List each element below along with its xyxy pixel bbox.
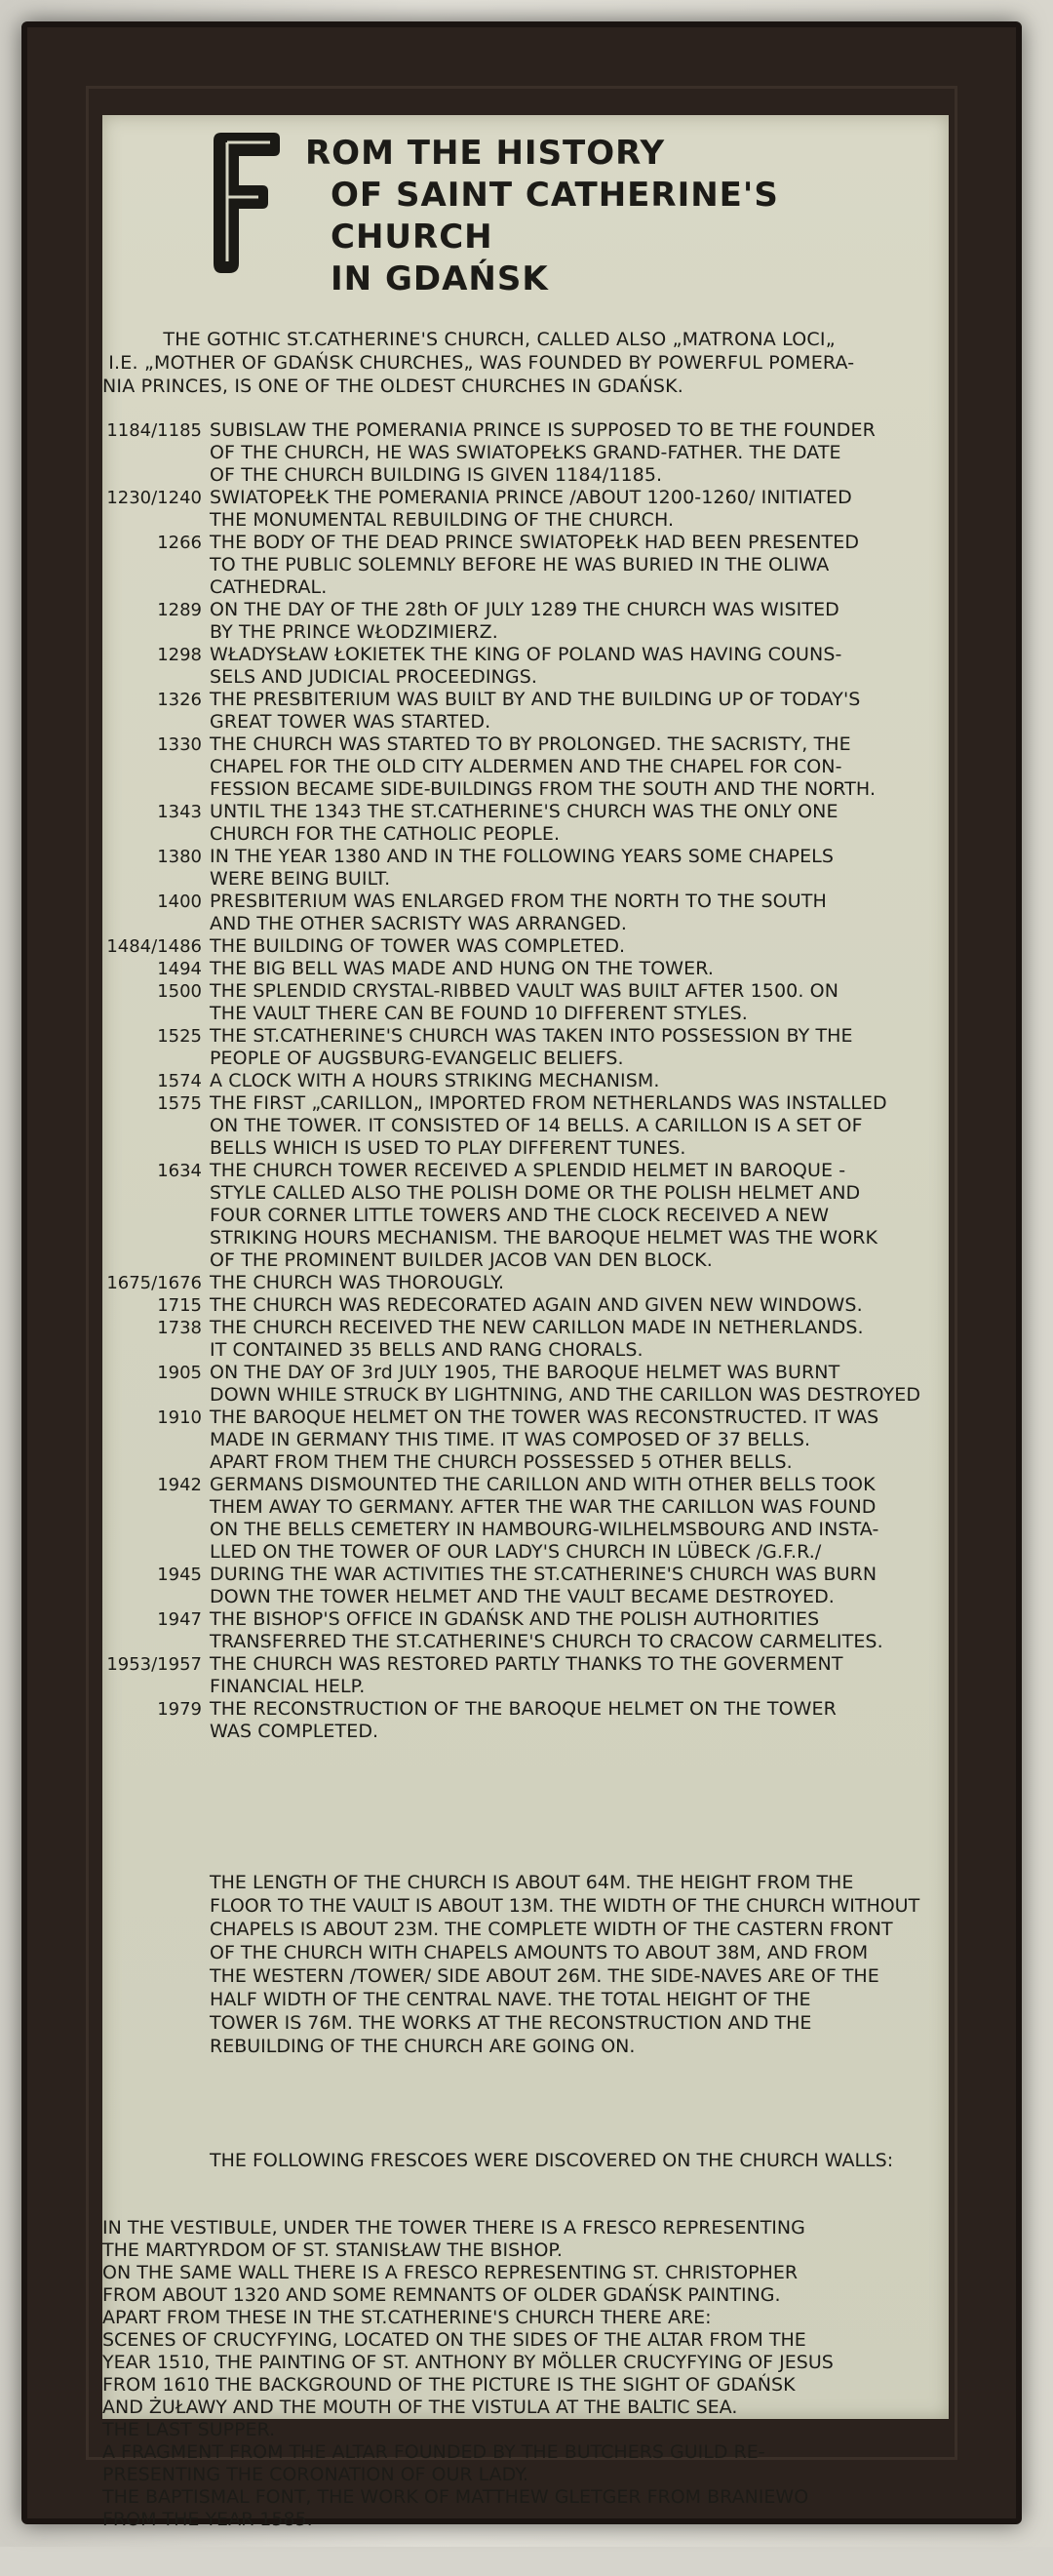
title-line-1: ROM THE HISTORY <box>305 134 666 173</box>
timeline-entry <box>102 532 949 599</box>
timeline-entry <box>102 1564 949 1608</box>
timeline-entry <box>102 1474 949 1564</box>
frescoes-intro: THE FOLLOWING FRESCOES WERE DISCOVERED ON THE CHURCH WALLS: <box>210 2150 894 2171</box>
entry-year: 1400 <box>157 892 202 912</box>
entry-year: 1905 <box>157 1363 202 1383</box>
entry-text: THE CHURCH WAS STARTED TO BY PROLONGED. THE SACRISTY, THE CHAPEL FOR THE OLD CITY ALDERMEN AND THE CHAPEL FOR CON- FESSION BECAME SIDE-BUILDINGS FROM THE SOUTH AND THE NORTH. <box>210 733 877 800</box>
intro-paragraph: THE GOTHIC ST.CATHERINE'S CHURCH, CALLED ALSO „MATRONA LOCI„ I.E. „MOTHER OF GDAŃSK CHURCHES„ WAS FOUNDED BY POWERFUL POMERA- NIA PRINCES, IS ONE OF THE OLDEST CHURCHES IN GDAŃSK. <box>102 329 855 397</box>
entry-year: 1953/1957 <box>106 1654 202 1675</box>
timeline-entry <box>102 1362 949 1407</box>
timeline-entry <box>102 980 949 1025</box>
dimensions-paragraph: THE LENGTH OF THE CHURCH IS ABOUT 64M. THE HEIGHT FROM THE FLOOR TO THE VAULT IS ABOUT 13M. THE WIDTH OF THE CHURCH WITHOUT CHAPELS IS ABOUT 23M. THE COMPLETE WIDTH OF THE CASTERN FRONT OF THE CHURCH WITH CHAPELS AMOUNTS TO ABOUT 38M, AND FROM THE WESTERN /TOWER/ SIDE ABOUT 26M. THE SIDE-NAVES ARE OF THE HALF WIDTH OF THE CENTRAL NAVE. THE TOTAL HEIGHT OF THE TOWER IS 76M. THE WORKS AT THE RECONSTRUCTION AND THE REBUILDING OF THE CHURCH ARE GOING ON. <box>210 1872 920 2057</box>
entry-year: 1575 <box>157 1093 202 1114</box>
timeline-entry <box>102 1608 949 1653</box>
entry-text: ON THE DAY OF THE 28th OF JULY 1289 THE CHURCH WAS WISITED BY THE PRINCE WŁODZIMIERZ. <box>210 599 839 643</box>
timeline-entry <box>102 958 949 980</box>
entry-text: WŁADYSŁAW ŁOKIETEK THE KING OF POLAND WAS HAVING COUNS- SELS AND JUDICIAL PROCEEDINGS. <box>210 644 842 688</box>
entry-year: 1230/1240 <box>106 488 202 508</box>
timeline-entry <box>102 1294 949 1317</box>
entry-text: GERMANS DISMOUNTED THE CARILLON AND WITH OTHER BELLS TOOK THEM AWAY TO GERMANY. AFTER THE WAR THE CARILLON WAS FOUND ON THE BELLS CEMETERY IN HAMBOURG-WILHELMSBOURG AND INSTA- LLED ON THE TOWER OF OUR LADY'S CHURCH IN LÜBECK /G.F.R./ <box>210 1474 879 1563</box>
entry-year: 1343 <box>157 802 202 822</box>
entry-text: A CLOCK WITH A HOURS STRIKING MECHANISM. <box>210 1070 660 1091</box>
entry-text: THE FIRST „CARILLON„ IMPORTED FROM NETHERLANDS WAS INSTALLED ON THE TOWER. IT CONSISTED OF 14 BELLS. A CARILLON IS A SET OF BELLS WHICH IS USED TO PLAY DIFFERENT TUNES. <box>210 1092 887 1159</box>
entry-text: THE CHURCH TOWER RECEIVED A SPLENDID HELMET IN BAROQUE - STYLE CALLED ALSO THE POLISH DOME OR THE POLISH HELMET AND FOUR CORNER LITTLE TOWERS AND THE CLOCK RECEIVED A NEW STRIKING HOURS MECHANISM. THE BAROQUE HELMET WAS THE WORK OF THE PROMINENT BUILDER JACOB VAN DEN BLOCK. <box>210 1160 878 1271</box>
entry-year: 1574 <box>157 1071 202 1091</box>
timeline-entry <box>102 1698 949 1743</box>
entry-year: 1634 <box>157 1161 202 1181</box>
entry-year: 1910 <box>157 1407 202 1428</box>
timeline-entry <box>102 1070 949 1092</box>
entry-year: 1494 <box>157 959 202 979</box>
entry-text: PRESBITERIUM WAS ENLARGED FROM THE NORTH TO THE SOUTH AND THE OTHER SACRISTY WAS ARRANGED. <box>210 891 827 934</box>
timeline-entry <box>102 891 949 935</box>
entry-year: 1326 <box>157 690 202 710</box>
timeline-entry <box>102 419 949 487</box>
hanging-wire <box>419 0 636 23</box>
timeline-entry <box>102 846 949 891</box>
timeline-entry <box>102 1160 949 1272</box>
entry-year: 1942 <box>157 1475 202 1495</box>
timeline-entry <box>102 1025 949 1070</box>
timeline-entry <box>102 935 949 958</box>
title-line-3: IN GDAŃSK <box>331 259 549 298</box>
entry-year: 1266 <box>157 533 202 553</box>
entry-year: 1715 <box>157 1295 202 1316</box>
frescoes-list: IN THE VESTIBULE, UNDER THE TOWER THERE IS A FRESCO REPRESENTING THE MARTYRDOM OF ST. STANISŁAW THE BISHOP. ON THE SAME WALL THERE IS A FRESCO REPRESENTING ST. CHRISTOPHER FROM ABOUT 1320 AND SOME REMNANTS OF OLDER GDAŃSK PAINTING. APART FROM THESE IN THE ST.CATHERINE'S CHURCH THERE ARE: SCENES OF CRUCYFYING, LOCATED ON THE SIDES OF THE ALTAR FROM THE YEAR 1510, THE PAINTING OF ST. ANTHONY BY MÖLLER CRUCYFYING OF JESUS FROM 1610 THE BACKGROUND OF THE PICTURE IS THE SIGHT OF GDAŃSK AND ŻUŁAWY AND THE MOUTH OF THE VISTULA AT THE BALTIC SEA. THE LAST SUPPER. A FRAGMENT FROM THE ALTAR FOUNDED BY THE BUTCHERS GUILD RE- PRESENTING THE CORONATION OF OUR LADY. THE BAPTISMAL FONT, THE WORK OF MATTHEW GLETGER FROM BRANIEWO FROM THE YEAR 1585. <box>102 2217 834 2530</box>
timeline-entry <box>102 644 949 689</box>
history-plaque <box>102 115 949 2530</box>
timeline-entry <box>102 1407 949 1474</box>
entry-text: THE BODY OF THE DEAD PRINCE SWIATOPEŁK HAD BEEN PRESENTED TO THE PUBLIC SOLEMNLY BEFORE HE WAS BURIED IN THE OLIWA CATHEDRAL. <box>210 532 860 598</box>
entry-text: THE ST.CATHERINE'S CHURCH WAS TAKEN INTO POSSESSION BY THE PEOPLE OF AUGSBURG-EVANGELIC BELIEFS. <box>210 1025 853 1069</box>
plaque-title <box>198 133 939 300</box>
timeline-entry <box>102 801 949 846</box>
entry-year: 1298 <box>157 645 202 665</box>
frescoes-section <box>102 2105 949 2576</box>
entry-text: THE CHURCH WAS THOROUGLY. <box>210 1272 505 1293</box>
entry-text: ON THE DAY OF 3rd JULY 1905, THE BAROQUE HELMET WAS BURNT DOWN WHILE STRUCK BY LIGHTNING, AND THE CARILLON WAS DESTROYED <box>210 1362 921 1406</box>
timeline-entry <box>102 1092 949 1160</box>
entry-year: 1979 <box>157 1699 202 1720</box>
entry-text: THE BIG BELL WAS MADE AND HUNG ON THE TOWER. <box>210 958 715 979</box>
timeline-entry <box>102 1317 949 1362</box>
entry-year: 1738 <box>157 1318 202 1338</box>
entry-year: 1380 <box>157 847 202 867</box>
entry-text: SUBISLAW THE POMERANIA PRINCE IS SUPPOSED TO BE THE FOUNDER OF THE CHURCH, HE WAS SWIATOPEŁKS GRAND-FATHER. THE DATE OF THE CHURCH BUILDING IS GIVEN 1184/1185. <box>210 419 876 486</box>
entry-text: SWIATOPEŁK THE POMERANIA PRINCE /ABOUT 1200-1260/ INITIATED THE MONUMENTAL REBUILDING OF THE CHURCH. <box>210 487 852 531</box>
timeline-entry <box>102 1653 949 1698</box>
timeline-entry <box>102 689 949 733</box>
timeline-entry <box>102 599 949 644</box>
entry-text: IN THE YEAR 1380 AND IN THE FOLLOWING YEARS SOME CHAPELS WERE BEING BUILT. <box>210 846 835 890</box>
entry-text: THE CHURCH WAS REDECORATED AGAIN AND GIVEN NEW WINDOWS. <box>210 1294 863 1316</box>
entry-text: DURING THE WAR ACTIVITIES THE ST.CATHERINE'S CHURCH WAS BURN DOWN THE TOWER HELMET AND THE VAULT BECAME DESTROYED. <box>210 1564 878 1607</box>
entry-text: THE BAROQUE HELMET ON THE TOWER WAS RECONSTRUCTED. IT WAS MADE IN GERMANY THIS TIME. IT WAS COMPOSED OF 37 BELLS. APART FROM THEM THE CHURCH POSSESSED 5 OTHER BELLS. <box>210 1407 879 1473</box>
entry-year: 1500 <box>157 981 202 1002</box>
title-line-2: OF SAINT CATHERINE'S CHURCH <box>331 176 779 257</box>
timeline-entry <box>102 1272 949 1294</box>
entry-text: THE PRESBITERIUM WAS BUILT BY AND THE BUILDING UP OF TODAY'S GREAT TOWER WAS STARTED. <box>210 689 861 733</box>
timeline-entry <box>102 487 949 532</box>
entry-year: 1484/1486 <box>106 936 202 957</box>
entry-text: UNTIL THE 1343 THE ST.CATHERINE'S CHURCH WAS THE ONLY ONE CHURCH FOR THE CATHOLIC PEOPLE. <box>210 801 838 845</box>
entry-text: THE BISHOP'S OFFICE IN GDAŃSK AND THE POLISH AUTHORITIES TRANSFERRED THE ST.CATHERINE'S CHURCH TO CRACOW CARMELITES. <box>210 1608 883 1652</box>
entry-year: 1184/1185 <box>106 420 202 441</box>
timeline-entry <box>102 733 949 801</box>
entry-year: 1945 <box>157 1565 202 1585</box>
entry-text: THE RECONSTRUCTION OF THE BAROQUE HELMET ON THE TOWER WAS COMPLETED. <box>210 1698 837 1742</box>
entry-year: 1675/1676 <box>106 1273 202 1293</box>
entry-text: THE CHURCH WAS RESTORED PARTLY THANKS TO THE GOVERMENT FINANCIAL HELP. <box>210 1653 843 1697</box>
entry-year: 1947 <box>157 1609 202 1630</box>
entry-text: THE BUILDING OF TOWER WAS COMPLETED. <box>210 935 626 957</box>
entry-year: 1525 <box>157 1026 202 1047</box>
entry-year: 1330 <box>157 734 202 755</box>
entry-text: THE SPLENDID CRYSTAL-RIBBED VAULT WAS BUILT AFTER 1500. ON THE VAULT THERE CAN BE FOUND 10 DIFFERENT STYLES. <box>210 980 839 1024</box>
entry-text: THE CHURCH RECEIVED THE NEW CARILLON MADE IN NETHERLANDS. IT CONTAINED 35 BELLS AND RANG CHORALS. <box>210 1317 864 1361</box>
entry-year: 1289 <box>157 600 202 620</box>
timeline <box>102 419 949 1743</box>
